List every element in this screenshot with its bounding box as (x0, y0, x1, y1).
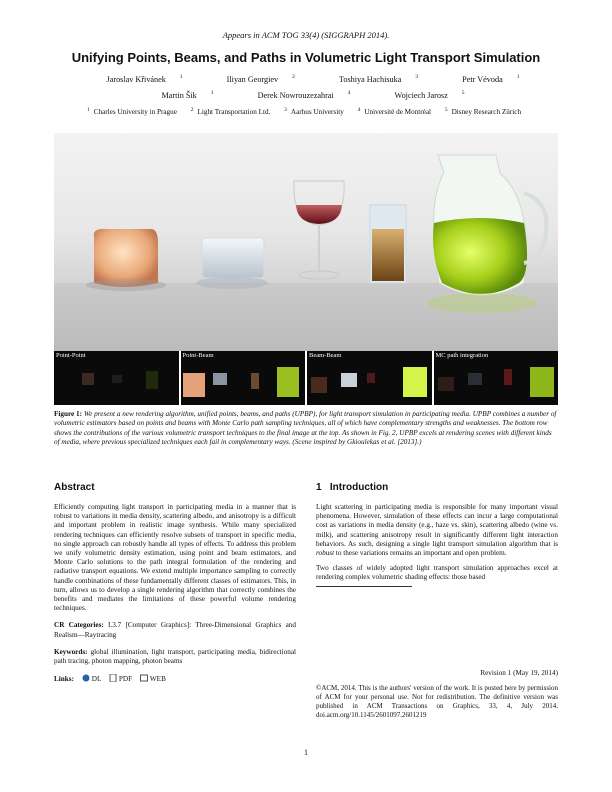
panel-point-point (54, 351, 179, 405)
figure-caption (54, 410, 558, 448)
author: Toshiya Hachisuka $^3$ (338, 74, 419, 84)
authors-row-1 (0, 75, 612, 84)
author: Jaroslav Křivánek $^1$ (106, 74, 183, 84)
teaser-render-image (54, 133, 558, 351)
globe-icon (82, 674, 90, 682)
affiliation: $^1$ Charles University in Prague (86, 107, 177, 116)
author: Petr Vévoda $^1$ (462, 74, 520, 84)
affiliation: $^2$ Light Transportation Ltd. (190, 107, 271, 116)
link-web[interactable]: WEB (149, 675, 166, 684)
intro-paragraph-2: Two classes of widely adopted light transport simulation approaches excel at rendering complex volumetric shading effects: those based (316, 564, 558, 582)
cr-categories: CR Categories: I.3.7 [Computer Graphics]: Three-Dimensional Graphics and Realism—Raytracing (54, 621, 296, 639)
links-row: Links: DL PDF WEB (54, 675, 166, 684)
author: Martin Šik $^1$ (161, 90, 214, 100)
web-icon (140, 674, 148, 682)
panel-mc-path-integration (434, 351, 559, 405)
contribution-strip (54, 351, 558, 405)
paper-title: Unifying Points, Beams, and Paths in Volumetric Light Transport Simulation (71, 50, 541, 65)
page-number: 1 (304, 748, 308, 757)
abstract-text: Efficiently computing light transport in participating media in a manner that is robust to variations in media density, scattering albedo, and anisotropy is a difficult and important problem in realistic image synthesis. While many specialized rendering techniques can efficiently resolve subsets of transport in specific media, no single approach can robustly handle all types of effects. To address this problem we unify volumetric density estimation, using point and beam estimators, and Monte Carlo solutions to the path integral formulation of the rendering and radiative transport equations. We extend multiple importance sampling to correctly handle combinations of these fundamentally different classes of estimators. This, in turn, allows us to develop a single rendering algorithm that correctly combines the benefits and mediates the limitations of these powerful volume rendering techniques. (54, 503, 296, 613)
panel-label: Beam-Beam (309, 352, 342, 359)
revision-note: Revision 1 (May 19, 2014) (480, 669, 558, 677)
author: Wojciech Jarosz $^5$ (394, 90, 465, 100)
panel-beam-beam (307, 351, 432, 405)
panel-label: Point-Point (56, 352, 86, 359)
copyright-note: ©ACM, 2014. This is the authors' version of the work. It is posted here by permission of ACM for your personal use. Not for redistribution. The definitive version was published in ACM Transactions on Graphics, 33, 4, July 2014. doi.acm.org/10.1145/2601097.2601219 (316, 684, 558, 719)
link-dl[interactable]: DL (91, 675, 102, 684)
panel-point-beam (181, 351, 306, 405)
intro-paragraph-1: Light scattering in participating media is responsible for many important visual phenomena. However, simulation of these effects can incur a large computational cost as variations in media density (e.g., haze vs. skin), scattering albedo (wine vs. milk), and scattering anisotropy result in significantly different light interaction behaviors. As such, designing a single light transport simulation algorithm that is robust to these variations remains an important and open problem. (316, 503, 558, 558)
panel-label: MC path integration (435, 352, 489, 359)
author: Derek Nowrouzezahrai $^4$ (257, 90, 351, 100)
right-column (316, 482, 558, 587)
footnote-rule (316, 586, 412, 587)
authors-row-2 (0, 91, 612, 100)
affiliation: $^4$ Université de Montréal (357, 107, 432, 116)
abstract-heading: Abstract (54, 482, 95, 493)
pdf-icon (109, 674, 117, 682)
author: Iliyan Georgiev $^2$ (226, 74, 295, 84)
keywords: Keywords: global illumination, light transport, participating media, bidirectional path tracing, photon mapping, photon beams (54, 647, 297, 666)
caption-label: Figure 1: (54, 410, 83, 418)
left-column (54, 482, 296, 684)
venue-line: Appears in ACM TOG 33(4) (SIGGRAPH 2014). (222, 30, 390, 40)
affiliations (0, 108, 612, 116)
link-pdf[interactable]: PDF (118, 675, 133, 684)
intro-heading: 1 Introduction (316, 482, 389, 493)
caption-text: We present a new rendering algorithm, unified points, beams, and paths (UPBP), for light transport simulation in participating media. UPBP combines a number of volumetric estimators based on points and beams with Monte Carlo path sampling techniques, all of which have complementary strengths and weaknesses. The bottom row shows the contributions of the various volumetric transport techniques to the final image at the top. As shown in Fig. 2, UPBP excels at rendering scenes with different kinds of media, where previous specialized techniques each fail in complementary ways. (Scene inspired by Gkioulekas et al. [2013].) (54, 410, 557, 447)
affiliation: $^5$ Disney Research Zürich (444, 107, 522, 116)
panel-label: Point-Beam (182, 352, 214, 359)
affiliation: $^3$ Aarhus University (284, 107, 344, 116)
